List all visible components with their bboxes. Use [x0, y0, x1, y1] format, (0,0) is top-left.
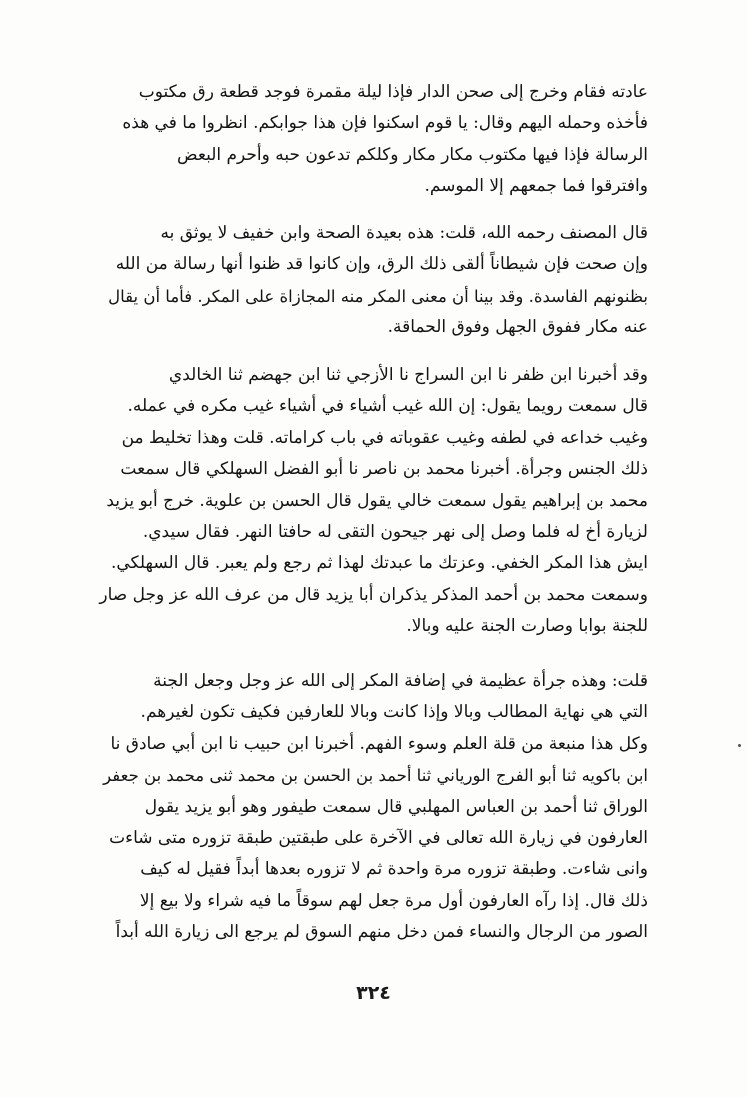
text-line: وإن صحت فإن شيطاناً ألقى ذلك الرق، وإن كانوا قد ظنوا أنها رسالة من الله — [115, 254, 648, 275]
text-line: وافترقوا فما جمعهم إلا الموسم. — [424, 176, 648, 197]
text-line: بظنونهم الفاسدة. وقد بينا أن معنى المكر منه المجازاة على المكر. فأما أن يقال — [108, 286, 648, 306]
paragraph-2 — [96, 218, 648, 344]
text-line: عادته فقام وخرج إلى صحن الدار فإذا ليلة مقمرة فوجد قطعة رق مكتوب — [138, 82, 648, 102]
text-line: العارفون في زيارة الله تعالى في الآخرة على طبقتين طبقة تزوره متى شاءت — [109, 827, 648, 848]
text-line: وكل هذا منبعة من قلة العلم وسوء الفهم. أخبرنا ابن حبيب نا ابن أبي صادق نا — [110, 733, 648, 754]
paragraph-3 — [96, 360, 648, 643]
page-number: ٣٢٤ — [356, 982, 391, 1004]
text-line: ايش هذا المكر الخفي. وعزتك ما عبدتك لهذا ثم رجع ولم يعبر. قال السهلكي. — [110, 553, 648, 574]
text-line: ابن باكويه ثنا أبو الفرج الورياني ثنا أحمد بن الحسن بن محمد ثنى محمد بن جعفر — [103, 766, 648, 786]
text-line: قال سمعت رويما يقول: إن الله غيب أشياء في أشياء غيب مكره في عمله. — [127, 396, 648, 417]
text-line: ذلك الجنس وجرأة. أخبرنا محمد بن ناصر نا أبو الفضل السهلكي قال سمعت — [120, 459, 648, 480]
text-line: وسمعت محمد بن أحمد المذكر يذكران أبا يزيد قال من عرف الله عز وجل صار — [99, 584, 648, 605]
text-line: وانى شاءت. وطبقة تزوره مرة واحدة ثم لا تزوره بعدها أبداً فقيل له كيف — [140, 859, 648, 880]
text-line: الصور من الرجال والنساء فمن دخل منهم السوق لم يرجع الى زيارة الله أبداً — [115, 922, 648, 943]
text-line: ذلك قال. إذا رآه العارفون أول مرة جعل لهم سوقاً ما فيه شراء ولا بيع إلا — [139, 890, 648, 911]
paragraph-1 — [96, 77, 648, 203]
text-line: قال المصنف رحمه الله، قلت: هذه بعيدة الصحة وابن خفيف لا يوثق به — [160, 223, 648, 243]
text-line: الرسالة فإذا فيها مكتوب مكار مكار وكلكم تدعون حبه وأحرم البعض — [177, 144, 648, 165]
text-line: فأخذه وحمله اليهم وقال: يا قوم اسكنوا فإن هذا جوابكم. انظروا ما في هذه — [122, 113, 648, 134]
text-line: وقد أخبرنا ابن ظفر نا ابن السراج نا الأزجي ثنا ابن جهضم ثنا الخالدي — [168, 365, 648, 385]
paragraph-4 — [96, 666, 648, 949]
text-line: محمد بن إبراهيم يقول سمعت خالي يقول قال الحسن بن علوية. خرج أبو يزيد — [106, 490, 648, 511]
text-line: التي هي نهاية المطالب وبالا وإذا كانت وبالا للعارفين فكيف تكون لغيرهم. — [140, 702, 648, 723]
text-line: وغيب خداعه في لطفه وغيب عقوباته في باب كراماته. قلت وهذا تخليط من — [121, 427, 648, 448]
text-line: قلت: وهذه جرأة عظيمة في إضافة المكر إلى الله عز وجل وجعل الجنة — [153, 671, 648, 691]
text-line: لزيارة أخ له فلما وصل إلى نهر جيحون التقى له حافتا النهر. فقال سيدي. — [142, 521, 648, 542]
text-line: الوراق ثنا أحمد بن العباس المهلبي قال سمعت طيفور وهو أبو يزيد يقول — [144, 796, 648, 817]
text-line: للجنة بوابا وصارت الجنة عليه وبالا. — [406, 616, 648, 637]
scan-speck — [738, 744, 741, 747]
text-line: عنه مكار ففوق الجهل وفوق الحماقة. — [387, 317, 648, 338]
